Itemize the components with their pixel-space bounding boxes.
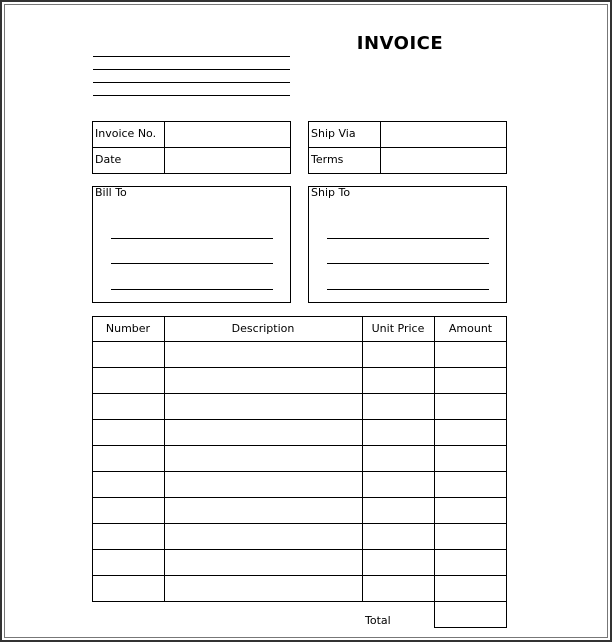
table-cell[interactable] (93, 498, 163, 522)
ship-to-box (308, 186, 507, 303)
bill-to-label: Bill To (95, 186, 127, 199)
table-cell[interactable] (93, 472, 163, 496)
column-header-amount: Amount (448, 322, 493, 335)
table-cell[interactable] (93, 576, 163, 600)
ship-to-line[interactable] (327, 238, 489, 239)
table-cell[interactable] (363, 394, 433, 418)
table-cell[interactable] (363, 550, 433, 574)
address-line[interactable] (93, 69, 290, 70)
table-cell[interactable] (363, 446, 433, 470)
bill-to-line[interactable] (111, 238, 273, 239)
invoice-no-label: Invoice No. (95, 127, 157, 140)
table-cell[interactable] (93, 446, 163, 470)
table-cell[interactable] (435, 368, 506, 392)
bill-to-line[interactable] (111, 263, 273, 264)
table-cell[interactable] (435, 342, 506, 366)
table-cell[interactable] (435, 498, 506, 522)
table-cell[interactable] (363, 342, 433, 366)
bill-to-line[interactable] (111, 289, 273, 290)
table-cell[interactable] (165, 368, 361, 392)
ship-via-label: Ship Via (311, 127, 356, 140)
ship-to-label: Ship To (311, 186, 351, 199)
address-line[interactable] (93, 82, 290, 83)
address-line[interactable] (93, 56, 290, 57)
terms-label: Terms (311, 153, 344, 166)
divider (164, 121, 165, 174)
total-field[interactable] (434, 601, 507, 628)
table-cell[interactable] (165, 524, 361, 548)
table-cell[interactable] (363, 420, 433, 444)
invoice-no-field[interactable] (166, 123, 288, 145)
table-cell[interactable] (165, 498, 361, 522)
table-cell[interactable] (435, 446, 506, 470)
column-header-description: Description (231, 322, 295, 335)
terms-field[interactable] (382, 149, 504, 171)
table-cell[interactable] (165, 420, 361, 444)
divider (308, 147, 507, 148)
table-cell[interactable] (363, 576, 433, 600)
ship-to-line[interactable] (327, 289, 489, 290)
table-cell[interactable] (165, 342, 361, 366)
table-cell[interactable] (93, 550, 163, 574)
table-cell[interactable] (435, 550, 506, 574)
ship-to-line[interactable] (327, 263, 489, 264)
table-cell[interactable] (165, 550, 361, 574)
table-cell[interactable] (93, 524, 163, 548)
date-label: Date (95, 153, 122, 166)
table-cell[interactable] (93, 420, 163, 444)
table-cell[interactable] (435, 576, 506, 600)
ship-via-field[interactable] (382, 123, 504, 145)
address-line[interactable] (93, 95, 290, 96)
page-title: INVOICE (356, 33, 444, 54)
table-cell[interactable] (93, 342, 163, 366)
table-cell[interactable] (435, 394, 506, 418)
table-cell[interactable] (93, 368, 163, 392)
date-field[interactable] (166, 149, 288, 171)
table-cell[interactable] (435, 524, 506, 548)
table-cell[interactable] (363, 498, 433, 522)
divider (380, 121, 381, 174)
table-cell[interactable] (435, 472, 506, 496)
table-cell[interactable] (165, 472, 361, 496)
table-cell[interactable] (165, 394, 361, 418)
table-cell[interactable] (93, 394, 163, 418)
total-label: Total (365, 614, 391, 627)
column-header-unit-price: Unit Price (371, 322, 425, 335)
table-cell[interactable] (435, 420, 506, 444)
column-header-number: Number (105, 322, 151, 335)
table-cell[interactable] (363, 524, 433, 548)
table-cell[interactable] (363, 368, 433, 392)
bill-to-box (92, 186, 291, 303)
table-cell[interactable] (165, 446, 361, 470)
table-cell[interactable] (165, 576, 361, 600)
table-cell[interactable] (363, 472, 433, 496)
divider (92, 147, 291, 148)
